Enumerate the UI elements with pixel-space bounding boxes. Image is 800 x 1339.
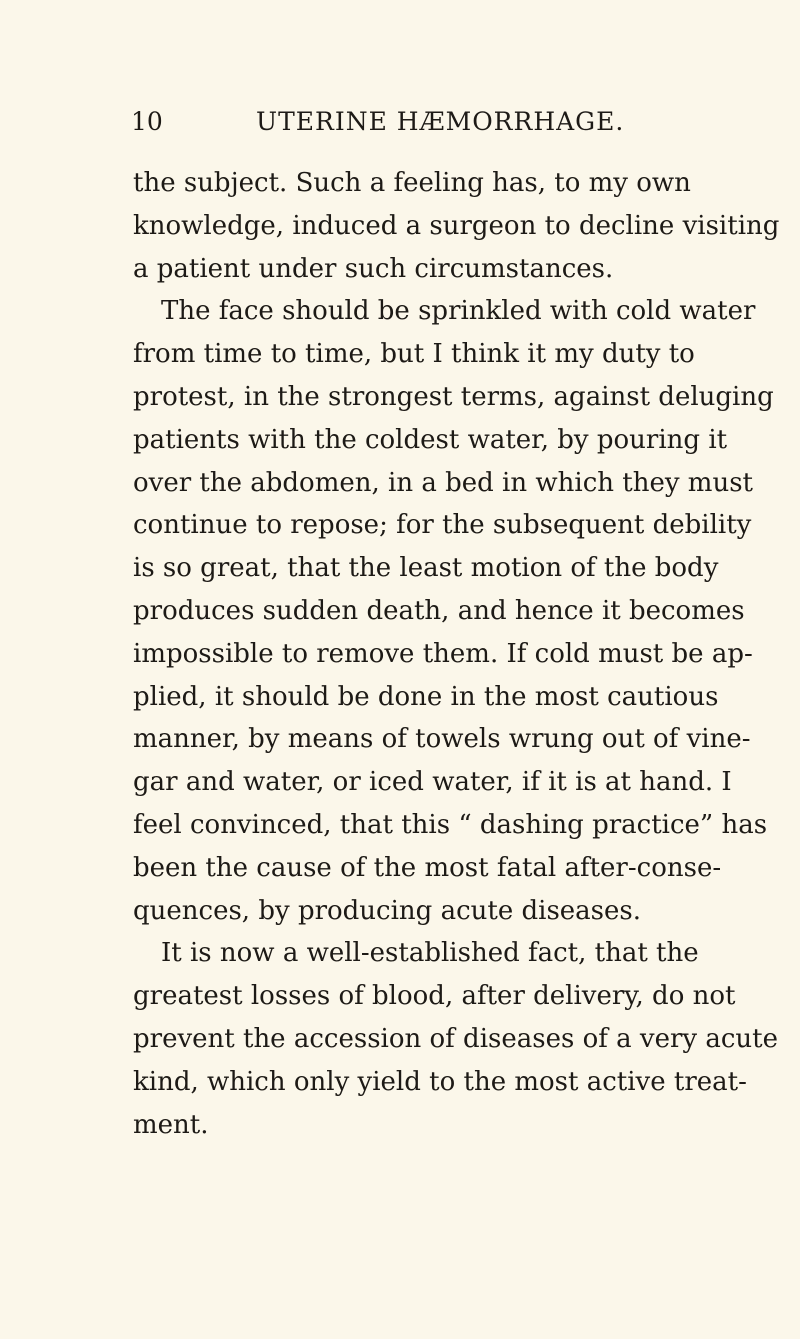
page-header bbox=[131, 106, 661, 138]
text-line: protest, in the strongest terms, against deluging bbox=[133, 381, 774, 412]
running-title: UTERINE HÆMORRHAGE. bbox=[256, 107, 625, 136]
text-line: greatest losses of blood, after delivery, do not bbox=[133, 981, 736, 1012]
text-line: continue to repose; for the subsequent debility bbox=[133, 510, 752, 541]
text-line: is so great, that the least motion of the body bbox=[133, 553, 719, 584]
text-line: patients with the coldest water, by pouring it bbox=[133, 424, 728, 455]
text-line: It is now a well-established fact, that the bbox=[161, 938, 699, 969]
text-line: the subject. Such a feeling has, to my own bbox=[133, 168, 691, 198]
text-line: manner, by means of towels wrung out of vine- bbox=[133, 724, 751, 755]
text-line: gar and water, or iced water, if it is at hand. I bbox=[133, 767, 732, 798]
text-line: knowledge, induced a surgeon to decline visiting bbox=[133, 210, 780, 241]
text-line: prevent the accession of diseases of a very acute bbox=[133, 1023, 778, 1054]
text-line: quences, by producing acute diseases. bbox=[133, 895, 642, 926]
text-line: kind, which only yield to the most active treat- bbox=[133, 1066, 747, 1097]
text-line: The face should be sprinkled with cold water bbox=[161, 296, 756, 327]
text-line: feel convinced, that this “ dashing practice” has bbox=[133, 809, 768, 840]
text-line: impossible to remove them. If cold must be ap- bbox=[133, 638, 753, 669]
page-number: 10 bbox=[131, 107, 163, 136]
text-line: over the abdomen, in a bed in which they must bbox=[133, 467, 753, 498]
text-line: a patient under such circumstances. bbox=[133, 253, 614, 284]
body-text bbox=[133, 162, 780, 1146]
text-line: been the cause of the most fatal after-conse- bbox=[133, 852, 722, 883]
text-line: from time to time, but I think it my duty to bbox=[133, 339, 695, 370]
text-line: plied, it should be done in the most cautious bbox=[133, 681, 719, 712]
text-line: produces sudden death, and hence it becomes bbox=[133, 595, 745, 626]
text-line: ment. bbox=[133, 1109, 209, 1140]
